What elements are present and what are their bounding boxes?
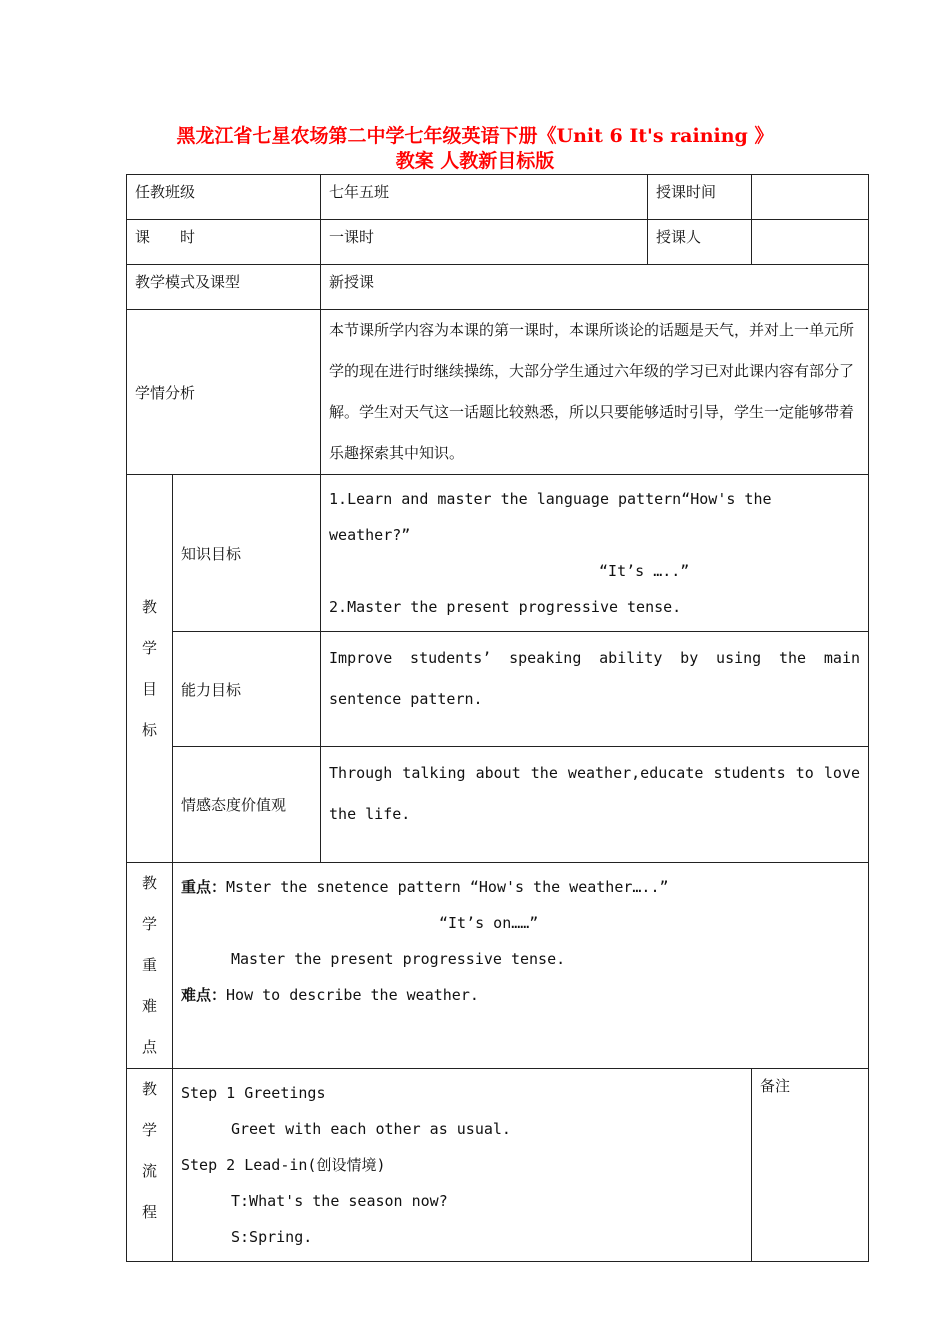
goals-char: 目 <box>141 679 157 698</box>
mode-value: 新授课 <box>321 265 869 310</box>
time-label: 授课时间 <box>648 175 752 220</box>
process-char: 教 <box>141 1080 157 1098</box>
goals-char: 教 <box>141 597 157 616</box>
key-points-char: 学 <box>141 915 157 933</box>
ability-goal-label: 能力目标 <box>173 632 321 747</box>
row-class <box>127 175 869 220</box>
row-period <box>127 220 869 265</box>
document-title-line-2: 教案 人教新目标版 <box>395 150 555 172</box>
mode-label: 教学模式及课型 <box>127 265 321 310</box>
process-line: Greet with each other as usual. <box>231 1120 511 1138</box>
goals-char: 标 <box>141 720 157 739</box>
class-label: 任教班级 <box>127 175 321 220</box>
row-key-points <box>127 863 869 1069</box>
process-group-label <box>127 1069 173 1262</box>
key-points-char: 重 <box>141 956 157 974</box>
process-char: 流 <box>141 1162 157 1180</box>
period-value: 一课时 <box>321 220 648 265</box>
analysis-text: 本节课所学内容为本课的第一课时，本课所谈论的话题是天气，并对上一单元所学的现在进行时继续操练，大部分学生通过六年级的学习已对此课内容有部分了解。学生对天气这一话题比较熟悉，所以只要能够适时引导，学生一定能够带着乐趣探索其中知识。 <box>321 310 869 475</box>
ability-goal-text: Improve students’ speaking ability by using the main sentence pattern. <box>321 632 869 747</box>
goals-group-label <box>127 475 173 863</box>
key-points-char: 教 <box>141 874 157 892</box>
key-point-line-3: Master the present progressive tense. <box>231 950 566 968</box>
process-line: T:What's the season now? <box>231 1192 448 1210</box>
analysis-label: 学情分析 <box>127 310 321 475</box>
row-analysis <box>127 310 869 475</box>
process-char: 程 <box>141 1203 157 1221</box>
key-points-char: 点 <box>141 1038 157 1056</box>
row-ability-goal <box>127 632 869 747</box>
row-emotion-goal <box>127 747 869 863</box>
difficult-point-text: How to describe the weather. <box>226 986 479 1004</box>
knowledge-goal-line: “It’s …..” <box>599 562 690 580</box>
difficult-point-label: 难点： <box>181 986 227 1004</box>
class-value: 七年五班 <box>321 175 648 220</box>
emotion-goal-label: 情感态度价值观 <box>173 747 321 863</box>
key-points-content <box>173 863 869 1069</box>
knowledge-goal-line: 2.Master the present progressive tense. <box>329 598 682 616</box>
teacher-value <box>752 220 869 265</box>
key-point-line-2: “It’s on……” <box>439 914 539 932</box>
key-points-group-label <box>127 863 173 1069</box>
emotion-goal-text: Through talking about the weather,educate students to love the life. <box>321 747 869 863</box>
teacher-label: 授课人 <box>648 220 752 265</box>
process-content <box>173 1069 752 1262</box>
key-point-label: 重点： <box>181 878 227 896</box>
row-process <box>127 1069 869 1262</box>
document-title-line-1: 黑龙江省七星农场第二中学七年级英语下册《Unit 6 It's raining 》 <box>176 125 774 147</box>
period-label: 课 时 <box>127 220 321 265</box>
process-char: 学 <box>141 1121 157 1139</box>
row-knowledge-goal <box>127 475 869 632</box>
lesson-plan-table <box>126 174 869 1262</box>
key-points-char: 难 <box>141 997 157 1015</box>
knowledge-goal-line: 1.Learn and master the language pattern“How's the weather?” <box>329 490 772 544</box>
process-line: Step 2 Lead-in(创设情境) <box>181 1156 386 1174</box>
time-value <box>752 175 869 220</box>
key-point-line-1: Mster the snetence pattern “How's the weather…..” <box>226 878 669 896</box>
row-mode <box>127 265 869 310</box>
knowledge-goal-content <box>321 475 869 632</box>
knowledge-goal-label: 知识目标 <box>173 475 321 632</box>
process-line: Step 1 Greetings <box>181 1084 326 1102</box>
goals-char: 学 <box>141 638 157 657</box>
process-notes: 备注 <box>752 1069 869 1262</box>
process-line: S:Spring. <box>231 1228 313 1246</box>
